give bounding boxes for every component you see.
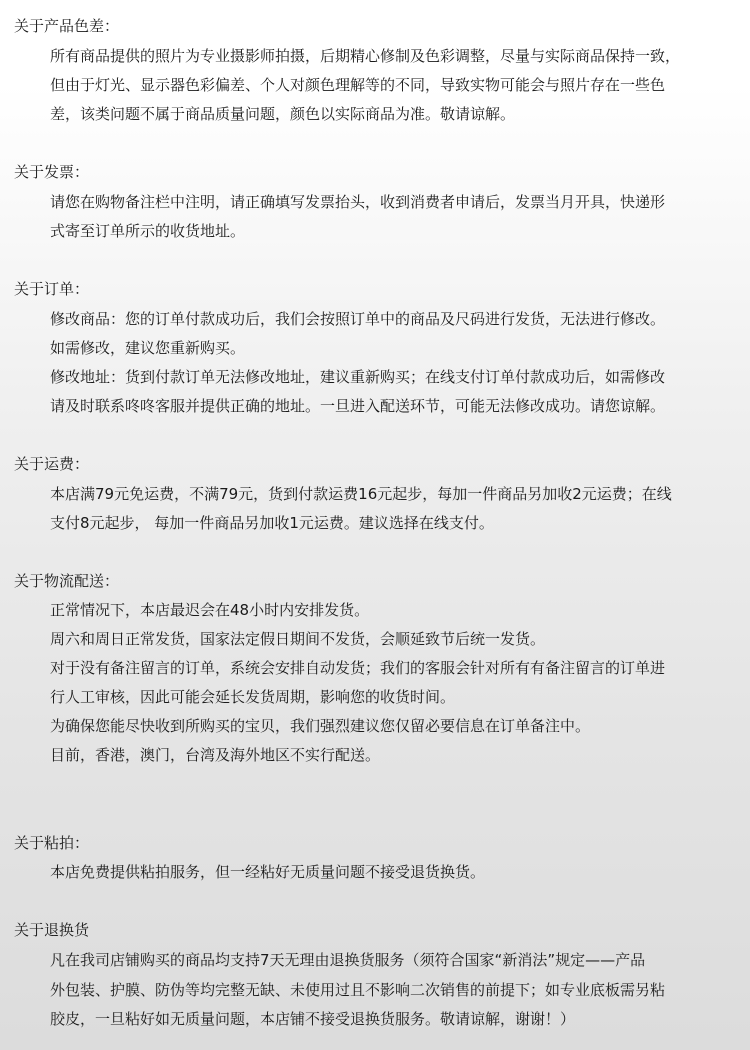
returns-line-1: 凡在我司店铺购买的商品均支持7天无理由退换货服务（须符合国家“新消法”规定——产品 xyxy=(50,951,646,969)
returns-line-2: 外包装、护膜、防伪等均完整无缺、未使用过且不影响二次销售的前提下；如专业底板需另粘 xyxy=(50,981,666,999)
color-line-2: 但由于灯光、显示器色彩偏差、个人对颜色理解等的不同，导致实物可能会与照片存在一些色 xyxy=(50,76,666,94)
invoice-line-1: 请您在购物备注栏中注明，请正确填写发票抬头，收到消费者申请后，发票当月开具，快递形 xyxy=(50,193,666,211)
returns-line-3: 胶皮，一旦粘好如无质量问题，本店铺不接受退换货服务。敬请谅解，谢谢！） xyxy=(50,1010,576,1028)
invoice-line-2: 式寄至订单所示的收货地址。 xyxy=(50,222,246,240)
logistics-line-4: 行人工审核，因此可能会延长发货周期，影响您的收货时间。 xyxy=(50,688,456,706)
color-line-1: 所有商品提供的照片为专业摄影师拍摄，后期精心修制及色彩调整，尽量与实际商品保持一致， xyxy=(50,47,681,65)
section-title-logistics: 关于物流配送： xyxy=(14,572,120,590)
shipping-fee-line-2: 支付8元起步， 每加一件商品另加收1元运费。建议选择在线支付。 xyxy=(50,514,494,532)
logistics-line-1: 正常情况下，本店最迟会在48小时内安排发货。 xyxy=(50,601,370,619)
section-title-color: 关于产品色差： xyxy=(14,17,120,35)
color-line-3: 差，该类问题不属于商品质量问题，颜色以实际商品为准。敬请谅解。 xyxy=(50,105,516,123)
section-title-order: 关于订单： xyxy=(14,280,90,298)
order-line-2: 如需修改，建议您重新购买。 xyxy=(50,339,246,357)
section-title-shipping-fee: 关于运费： xyxy=(14,455,90,473)
logistics-line-6: 目前，香港，澳门，台湾及海外地区不实行配送。 xyxy=(50,746,381,764)
order-line-4: 请及时联系咚咚客服并提供正确的地址。一旦进入配送环节，可能无法修改成功。请您谅解。 xyxy=(50,397,666,415)
shipping-fee-line-1: 本店满79元免运费，不满79元，货到付款运费16元起步，每加一件商品另加收2元运费；在线 xyxy=(50,485,672,503)
order-line-3: 修改地址：货到付款订单无法修改地址，建议重新购买；在线支付订单付款成功后，如需修改 xyxy=(50,368,666,386)
order-line-1: 修改商品：您的订单付款成功后，我们会按照订单中的商品及尺码进行发货，无法进行修改。 xyxy=(50,310,666,328)
logistics-line-3: 对于没有备注留言的订单，系统会安排自动发货；我们的客服会针对所有有备注留言的订单进 xyxy=(50,659,666,677)
logistics-line-2: 周六和周日正常发货，国家法定假日期间不发货，会顺延致节后统一发货。 xyxy=(50,630,546,648)
logistics-line-5: 为确保您能尽快收到所购买的宝贝，我们强烈建议您仅留必要信息在订单备注中。 xyxy=(50,717,591,735)
section-title-invoice: 关于发票： xyxy=(14,163,90,181)
film-line-1: 本店免费提供粘拍服务，但一经粘好无质量问题不接受退货换货。 xyxy=(50,863,486,881)
section-title-returns: 关于退换货 xyxy=(14,921,90,939)
section-title-film: 关于粘拍： xyxy=(14,834,90,852)
